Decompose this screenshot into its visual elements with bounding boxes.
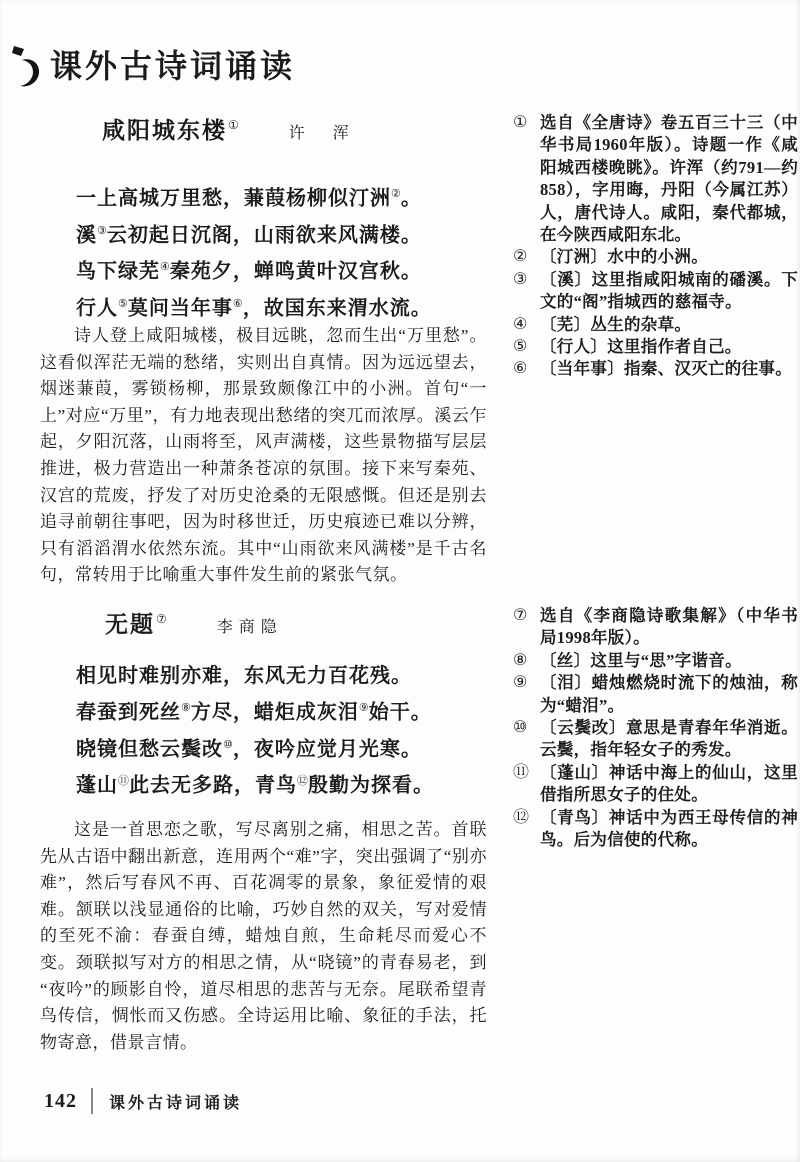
annotation-item bbox=[513, 605, 798, 650]
poem-line: 一上高城万里愁，蒹葭杨柳似汀洲②。 bbox=[76, 187, 422, 210]
poem1-title: 咸阳城东楼① bbox=[102, 118, 241, 143]
poem-line: 溪③云初起日沉阁，山雨欲来风满楼。 bbox=[76, 224, 422, 247]
poem2-author: 李商隐 bbox=[216, 619, 283, 636]
footnote-ref: ① bbox=[228, 118, 241, 133]
annotation-number: ⑦ bbox=[513, 607, 528, 624]
footnote-ref: ② bbox=[391, 188, 401, 200]
page-title: 课外古诗词诵读 bbox=[50, 48, 296, 85]
footer-section-title: 课外古诗词诵读 bbox=[109, 1094, 243, 1112]
annotations-group-1 bbox=[513, 112, 798, 381]
footnote-ref: ⑧ bbox=[181, 702, 191, 714]
crescent-moon-icon bbox=[8, 44, 42, 90]
poem-line: 行人⑤莫问当年事⑥，故国东来渭水流。 bbox=[76, 297, 432, 320]
annotation-number: ④ bbox=[513, 315, 528, 333]
annotation-text: 〔芜〕丛生的杂草。 bbox=[540, 314, 692, 334]
annotation-text: 选自《李商隐诗歌集解》（中华书局1998年版）。 bbox=[540, 606, 798, 648]
poem2-heading bbox=[105, 606, 283, 639]
page-number: 142 bbox=[44, 1089, 77, 1112]
footnote-ref: ⑦ bbox=[156, 612, 169, 627]
annotation-item bbox=[513, 314, 798, 336]
footer-divider bbox=[91, 1088, 93, 1114]
annotation-text: 选自《全唐诗》卷五百三十三（中华书局1960年版）。诗题一作《咸阳城西楼晚眺》。许浑（约791—约858），字用晦，丹阳（今属江苏）人，唐代诗人。咸阳，秦代都城，在今陕西咸阳东北。 bbox=[540, 113, 798, 245]
footnote-ref: ⑨ bbox=[358, 702, 369, 714]
annotation-text: 〔蓬山〕神话中海上的仙山，这里借指所思女子的住处。 bbox=[540, 762, 798, 805]
annotation-text: 〔溪〕这里指咸阳城南的磻溪。下文的“阁”指城西的慈福寺。 bbox=[540, 269, 798, 312]
annotations-group-2 bbox=[513, 605, 798, 851]
annotation-number: ⑥ bbox=[513, 360, 528, 378]
annotation-item bbox=[513, 717, 798, 762]
poem1-analysis: 诗人登上咸阳城楼，极目远眺，忽而生出“万里愁”。这看似浑茫无端的愁绪，实则出自真情。因为远远望去，烟迷蒹葭，雾锁杨柳，那景致颇像江中的小洲。首句“一上”对应“万里”，有力地表现出愁绪的突兀而浓厚。溪云乍起，夕阳沉落，山雨将至，风声满楼，这些景物描写层层推进，极力营造出一种萧条苍凉的氛围。接下来写秦苑、汉宫的荒废，抒发了对历史沧桑的无限感慨。但还是别去追寻前朝往事吧，因为时移世迁，历史痕迹已难以分辨，只有滔滔渭水依然东流。其中“山雨欲来风满楼”是千古名句，常转用于比喻重大事件发生前的紧张气氛。 bbox=[40, 326, 487, 585]
annotation-item bbox=[513, 246, 798, 268]
annotation-item bbox=[513, 807, 798, 852]
annotation-text: 〔青鸟〕神话中为西王母传信的神鸟。后为信使的代称。 bbox=[540, 807, 798, 850]
annotation-text: 〔当年事〕指秦、汉灭亡的往事。 bbox=[540, 359, 792, 379]
annotation-item bbox=[513, 358, 798, 380]
page-header bbox=[8, 44, 295, 90]
footnote-ref: ⑥ bbox=[232, 297, 243, 310]
poem1-heading bbox=[102, 112, 355, 145]
footnote-ref: ⑤ bbox=[118, 297, 128, 310]
annotation-number: ⑪ bbox=[513, 763, 530, 781]
annotation-item bbox=[513, 269, 798, 314]
annotation-item bbox=[513, 112, 798, 246]
annotation-number: ⑨ bbox=[513, 674, 528, 692]
poem-line: 相见时难别亦难，东风无力百花残。 bbox=[76, 665, 412, 687]
annotation-text: 〔泪〕蜡烛燃烧时流下的烛油，称为“蜡泪”。 bbox=[540, 673, 798, 715]
footnote-ref: ⑪ bbox=[118, 775, 129, 788]
annotation-number: ⑧ bbox=[513, 651, 528, 669]
annotation-text: 〔行人〕这里指作者自己。 bbox=[540, 337, 742, 357]
annotation-number: ③ bbox=[513, 270, 528, 288]
annotation-number: ① bbox=[513, 114, 528, 131]
annotation-number: ⑤ bbox=[513, 338, 528, 356]
poem-line: 晓镜但愁云鬓改⑩，夜吟应觉月光寒。 bbox=[76, 738, 422, 761]
poem2-body bbox=[76, 660, 496, 802]
annotation-number: ⑩ bbox=[513, 719, 528, 737]
poem-line: 鸟下绿芜④秦苑夕，蝉鸣黄叶汉宫秋。 bbox=[76, 260, 422, 283]
annotation-text: 〔丝〕这里与“思”字谐音。 bbox=[540, 650, 742, 670]
footnote-ref: ⑫ bbox=[297, 775, 308, 788]
page-footer bbox=[44, 1088, 242, 1114]
annotation-item bbox=[513, 672, 798, 717]
poem1-body bbox=[76, 178, 496, 325]
annotation-text: 〔汀洲〕水中的小洲。 bbox=[540, 247, 708, 267]
annotation-item bbox=[513, 762, 798, 807]
annotation-number: ② bbox=[513, 248, 528, 266]
footnote-ref: ④ bbox=[160, 261, 170, 274]
poem-line: 蓬山⑪此去无多路，青鸟⑫殷勤为探看。 bbox=[76, 774, 434, 797]
annotation-item bbox=[513, 336, 798, 358]
annotation-item bbox=[513, 650, 798, 672]
footnote-ref: ③ bbox=[97, 224, 107, 237]
annotation-text: 〔云鬓改〕意思是青春年华消逝。云鬓，指年轻女子的秀发。 bbox=[540, 718, 798, 760]
poem-line: 春蚕到死丝⑧方尽，蜡炬成灰泪⑨始干。 bbox=[76, 701, 432, 724]
poem2-title: 无题⑦ bbox=[105, 612, 169, 637]
footnote-ref: ⑩ bbox=[223, 738, 233, 751]
poem2-analysis: 这是一首思恋之歌，写尽离别之痛，相思之苦。首联先从古语中翻出新意，连用两个“难”字，突出强调了“别亦难”，然后写春风不再、百花凋零的景象，象征爱情的艰难。颔联以浅显通俗的比喻，巧妙自然的双关，写对爱情的至死不渝：春蚕自缚，蜡烛自煎，生命耗尽而爱心不变。颈联拟写对方的相思之情，从“晓镜”的青春易老，到“夜吟”的顾影自怜，道尽相思的悲苦与无奈。尾联希望青鸟传信，惆怅而又伤感。全诗运用比喻、象征的手法，托物寄意，借景言情。 bbox=[40, 820, 487, 1052]
poem1-author: 许 浑 bbox=[288, 125, 355, 142]
annotation-number: ⑫ bbox=[513, 808, 530, 826]
